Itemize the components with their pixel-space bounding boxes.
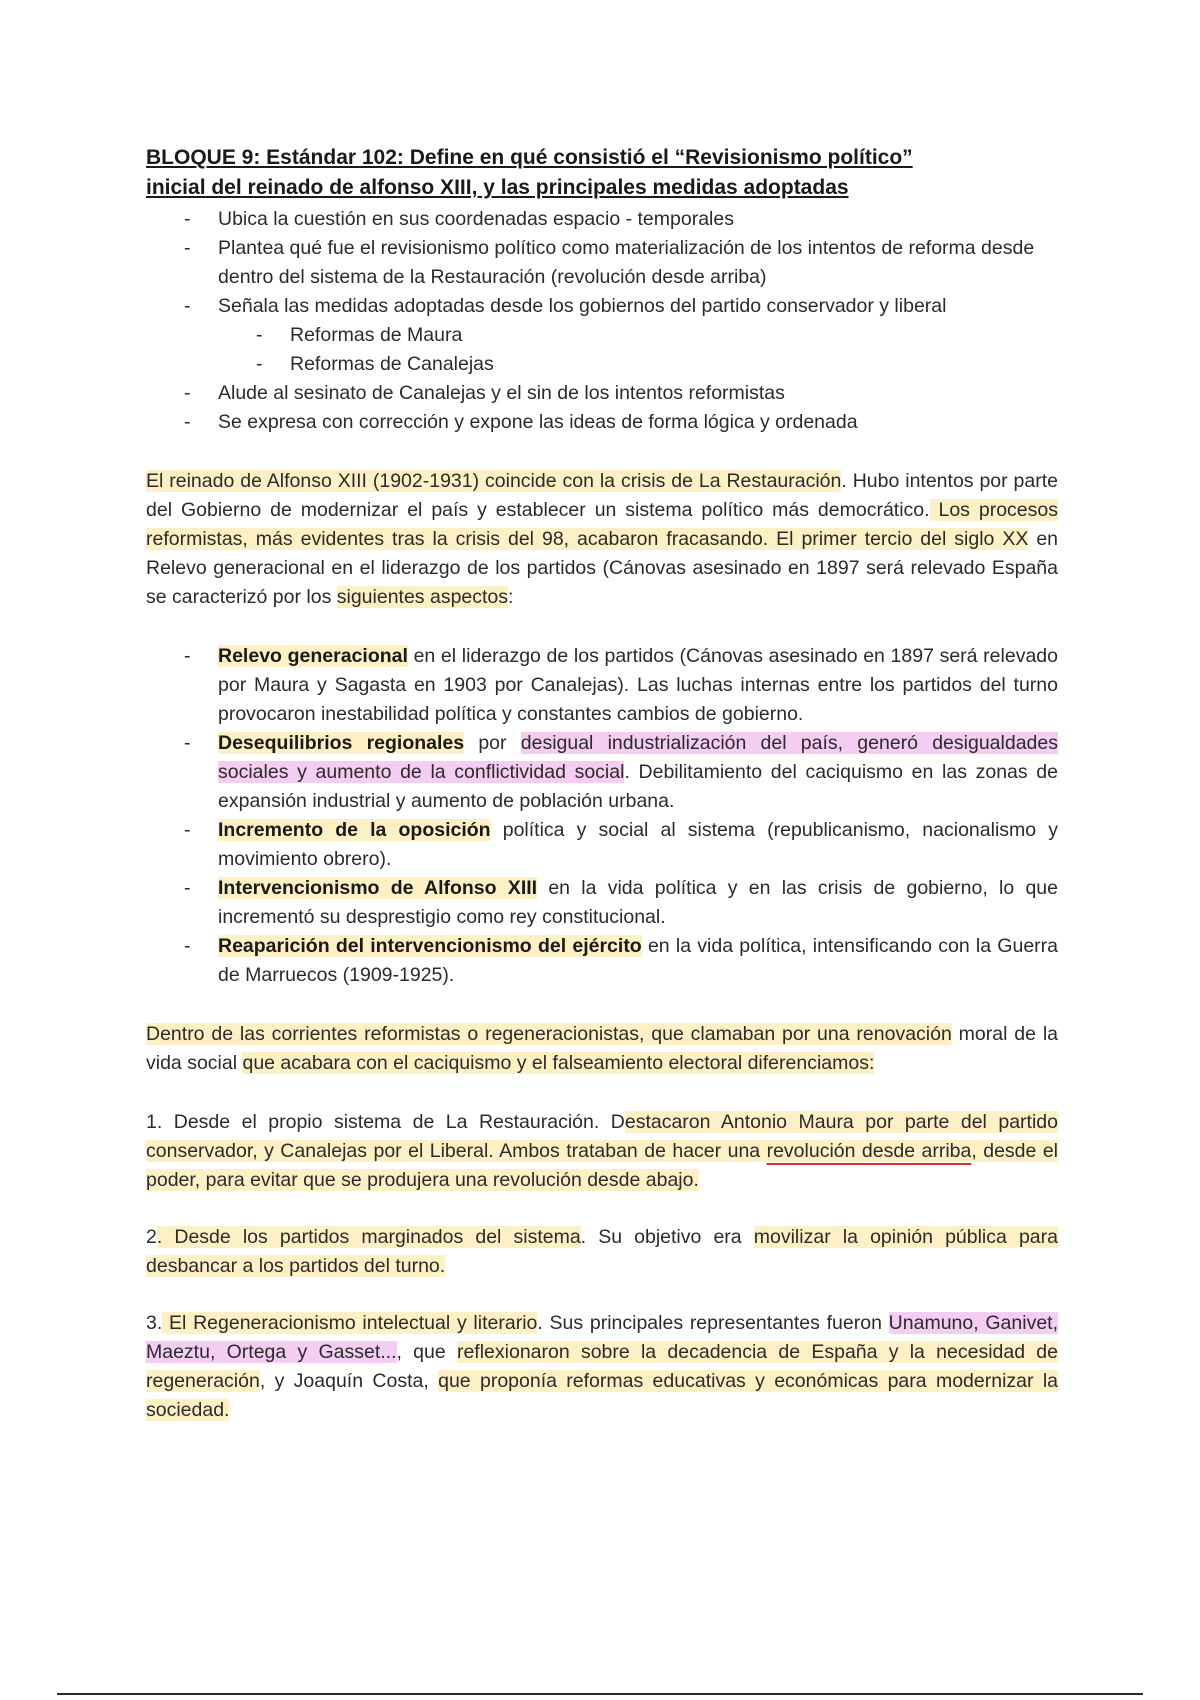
text: moral de la vida social xyxy=(146,1023,1058,1074)
point-3-paragraph xyxy=(146,1309,1058,1425)
highlight: estacaron Antonio Maura por parte del partido conservador, y Canalejas por el Liberal. Ambos trataban de hacer una xyxy=(146,1111,1058,1162)
pen-underlined-highlight: revolución desde arriba xyxy=(766,1140,972,1162)
text: 1. Desde el propio sistema de La Restauración. D xyxy=(146,1111,625,1133)
highlight: que acabara con el caciquismo y el falseamiento electoral diferenciamos: xyxy=(242,1052,875,1074)
document-page xyxy=(146,143,1058,1425)
highlight: reflexionaron sobre la decadencia de España y la necesidad de regeneración xyxy=(146,1341,1058,1392)
pink-highlight: Unamuno, Ganivet, Maeztu, Ortega y Gasset... xyxy=(146,1312,1058,1363)
aspect-text: política y social al sistema (republicanismo, nacionalismo y movimiento obrero). xyxy=(218,819,1058,870)
text: . Su objetivo era xyxy=(580,1226,754,1248)
aspect-text: en el liderazgo de los partidos (Cánovas asesinado en 1897 será relevado por Maura y Sagasta en 1903 por Canalejas). Las luchas internas entre los partidos del turno provocaron inestabilidad política y constantes cambios de gobierno. xyxy=(218,645,1058,725)
criteria-item: - Se expresa con corrección y expone las ideas de forma lógica y ordenada xyxy=(146,408,1058,437)
highlight: que proponía reformas educativas y económicas para modernizar la sociedad. xyxy=(146,1370,1059,1421)
highlight: movilizar la opinión pública para desbancar a los partidos del turno. xyxy=(146,1226,1058,1277)
criteria-item-text: Señala las medidas adoptadas desde los gobiernos del partido conservador y liberal xyxy=(218,295,947,317)
text: 3. xyxy=(146,1312,163,1334)
text: , que xyxy=(396,1341,457,1363)
highlight: Dentro de las corrientes reformistas o regeneracionistas, que clamaban por una renovación xyxy=(146,1023,952,1045)
highlight: , desde el poder, para evitar que se produjera una revolución desde abajo. xyxy=(146,1140,1059,1191)
criteria-sublist xyxy=(218,321,1058,379)
aspect-text: por xyxy=(464,732,521,754)
aspect-title: Reaparición del intervencionismo del ejército xyxy=(218,935,642,957)
highlight: El Regeneracionismo intelectual y literario xyxy=(162,1312,538,1334)
aspect-text: en la vida política, intensificando con la Guerra de Marruecos (1909-1925). xyxy=(218,935,1058,986)
aspect-item xyxy=(146,816,1058,874)
aspect-title: Relevo generacional xyxy=(218,645,408,667)
text: , y Joaquín Costa, xyxy=(259,1370,439,1392)
page-title xyxy=(146,143,1058,203)
pink-highlight: desigual industrialización del país, generó desigualdades sociales y aumento de la conflictividad social xyxy=(218,732,1058,783)
criteria-subitem: - Reformas de Canalejas xyxy=(218,350,1058,379)
currents-paragraph xyxy=(146,1020,1058,1078)
text: : xyxy=(508,586,514,608)
aspect-title: Incremento de la oposición xyxy=(218,819,491,841)
title-line-2: inicial del reinado de alfonso XIII, y las principales medidas adoptadas xyxy=(146,176,849,199)
criteria-item: - Alude al sesinato de Canalejas y el sin de los intentos reformistas xyxy=(146,379,1058,408)
highlight: El reinado de Alfonso XIII (1902-1931) coincide con la crisis de La Restauración xyxy=(146,470,842,492)
highlight: . Desde los partidos marginados del sistema xyxy=(156,1226,581,1248)
text: . Hubo intentos por parte del Gobierno de modernizar el país y establecer un sistema político más democrático. xyxy=(146,470,1058,521)
aspect-title: Intervencionismo de Alfonso XIII xyxy=(218,877,538,899)
criteria-subitem: - Reformas de Maura xyxy=(218,321,1058,350)
criteria-list xyxy=(146,205,1058,437)
intro-paragraph xyxy=(146,467,1058,612)
criteria-item: - Plantea qué fue el revisionismo político como materialización de los intentos de reforma desde dentro del sistema de la Restauración (revolución desde arriba) xyxy=(146,234,1058,292)
text: 2 xyxy=(146,1226,157,1248)
aspect-title: Desequilibrios regionales xyxy=(218,732,465,754)
aspect-text: en la vida política y en las crisis de gobierno, lo que incrementó su desprestigio como rey constitucional. xyxy=(218,877,1058,928)
aspect-item xyxy=(146,729,1058,816)
aspect-text: . Debilitamiento del caciquismo en las zonas de expansión industrial y aumento de población urbana. xyxy=(218,761,1058,812)
footer-divider xyxy=(57,1693,1143,1695)
point-1-paragraph xyxy=(146,1108,1058,1195)
aspect-item xyxy=(146,642,1058,729)
text: . Sus principales representantes fueron xyxy=(537,1312,889,1334)
criteria-item xyxy=(146,292,1058,379)
highlight: siguientes aspectos xyxy=(336,586,509,608)
aspect-item xyxy=(146,874,1058,932)
criteria-item: - Ubica la cuestión en sus coordenadas espacio - temporales xyxy=(146,205,1058,234)
highlight: Los procesos reformistas, más evidentes tras la crisis del 98, acabaron fracasando. El primer tercio del siglo XX xyxy=(146,499,1058,550)
aspects-list xyxy=(146,642,1058,990)
aspect-item xyxy=(146,932,1058,990)
title-line-1: BLOQUE 9: Estándar 102: Define en qué consistió el “Revisionismo político” xyxy=(146,146,913,169)
point-2-paragraph xyxy=(146,1223,1058,1281)
text: en Relevo generacional en el liderazgo de los partidos (Cánovas asesinado en 1897 será relevado España se caracterizó por los xyxy=(146,528,1059,608)
